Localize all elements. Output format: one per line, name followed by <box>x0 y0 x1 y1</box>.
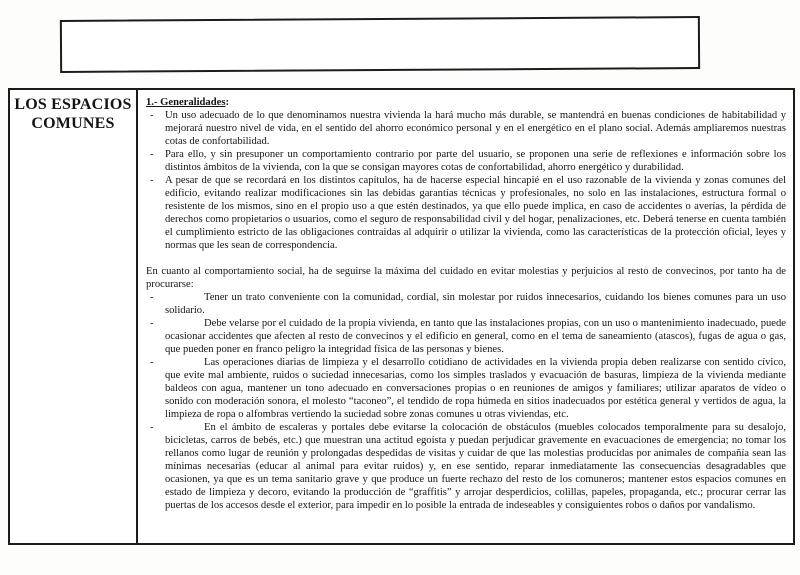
list-item <box>146 356 786 421</box>
section-title-cell <box>10 90 138 543</box>
comportamiento-social-paragraph: En cuanto al comportamiento social, ha de seguirse la máxima del cuidado en evitar molestias y perjuicios al resto de convecinos, por tanto ha de procurarse: <box>146 266 786 290</box>
empty-header-box <box>60 16 700 73</box>
document-table <box>8 88 795 545</box>
dash-bullet: - <box>150 357 154 368</box>
list-item <box>146 291 786 317</box>
generalidades-list <box>146 109 786 252</box>
list-item <box>146 421 786 512</box>
dash-bullet: - <box>150 110 154 121</box>
list-item-text: Las operaciones diarias de limpieza y el desarrollo cotidiano de actividades en la vivienda propia deben realizarse con sentido cívico, que evite mal ambiente, ruidos o suciedad innecesarias, como los simples traslados y evacuación de basuras, limpieza de la vivienda mediante baldeos con agua, mantener un tono adecuado en conversaciones propias o en reuniones de amigos y familiares; utilizar aparatos de vídeo o sonido con moderación sonora, el molesto “taconeo”, el tendido de ropa húmeda en sitios inadecuados por estética general y vertidos de agua, la limpieza de ropa o alfombras vertiendo la suciedad sobre zonas comunes u otras viviendas, etc. <box>165 357 786 420</box>
dash-bullet: - <box>150 422 154 433</box>
dash-bullet: - <box>150 175 154 186</box>
list-item-text: Debe velarse por el cuidado de la propia vivienda, en tanto que las instalaciones propias, con un uso o mantenimiento inadecuado, puede ocasionar accidentes que afecten al resto de convecinos y el edificio en general, como en el tema de saneamiento (atascos), fugas de agua o gas, que pueden poner en franco peligro la integridad física de las personas y bienes. <box>165 318 786 355</box>
dash-bullet: - <box>150 318 154 329</box>
list-item <box>146 109 786 148</box>
section-title: LOS ESPACIOS COMUNES <box>14 96 132 132</box>
list-item-text: En el ámbito de escaleras y portales debe evitarse la colocación de obstáculos (muebles colocados temporalmente para su desalojo, bicicletas, carros de bebés, etc.) que muestran una actitud egoísta y puedan perjudicar gravemente en evacuaciones de emergencia; no tomar los rellanos como lugar de reunión y prolongadas despedidas de visitas y cuidar de que las molestias producidas por animales de compañía sean las mínimas necesarias (educar al animal para evitar ruidos) y, en ese sentido, reparar inmediatamente las consecuencias desagradables que ocasionen, ya que es un tema sanitario grave y que produce un fuerte rechazo del resto de los comuneros; mantener estos espacios comunes en estado de limpieza y decoro, evitando la producción de “graffitis” y arrojar desperdicios, colillas, papeles, propaganda, etc.; procurar cerrar las puertas de los accesos desde el exterior, para impedir en lo posible la entrada de indeseables y consiguientes robos o daños por vandalismo. <box>165 422 786 511</box>
list-item-text: Un uso adecuado de lo que denominamos nuestra vivienda la hará mucho más durable, se mantendrá en buenas condiciones de habitabilidad y mejorará nuestro nivel de vida, en el sentido del ahorro económico personal y en el energético en el plano social. Además ampliaremos nuestras cotas de confortabilidad. <box>165 110 786 147</box>
generalidades-heading-text: 1.- Generalidades <box>146 97 226 108</box>
comportamiento-social-list <box>146 291 786 512</box>
dash-bullet: - <box>150 149 154 160</box>
generalidades-heading <box>146 96 786 109</box>
list-item-text: A pesar de que se recordará en los distintos capítulos, ha de hacerse especial hincapié en el uso razonable de la vivienda y zonas comunes del edificio, evitando realizar modificaciones sin las debidas garantías técnicas y profesionales, no solo en las instalaciones, estructura formal o resistente de los mismos, sino en el propio uso a que estén destinados, ya que ello puede implica, en caso de accidentes o averías, la pérdida de derechos como propietarios o usuarios, como el seguro de responsabilidad civil y del hogar, penalizaciones, etc. Deberá tenerse en cuenta también el cumplimiento estricto de las obligaciones contraidas al adquirir o utilizar la vivienda, como las características de la protección oficial, leyes y normas que les sean de correspondencia. <box>165 175 786 251</box>
generalidades-heading-colon: : <box>225 97 229 108</box>
list-item <box>146 148 786 174</box>
content-cell <box>138 90 793 543</box>
list-item-text: Tener un trato conveniente con la comunidad, cordial, sin molestar por ruidos innecesarios, cuidando los bienes comunes para un uso solidario. <box>165 292 786 316</box>
list-item-text: Para ello, y sin presuponer un comportamiento contrario por parte del usuario, se proponen una serie de reflexiones e información sobre los distintos ámbitos de la vivienda, con la que se consigan mayores cotas de confortabilidad, ahorro energético y durabilidad. <box>165 149 786 173</box>
dash-bullet: - <box>150 292 154 303</box>
list-item <box>146 174 786 252</box>
list-item <box>146 317 786 356</box>
